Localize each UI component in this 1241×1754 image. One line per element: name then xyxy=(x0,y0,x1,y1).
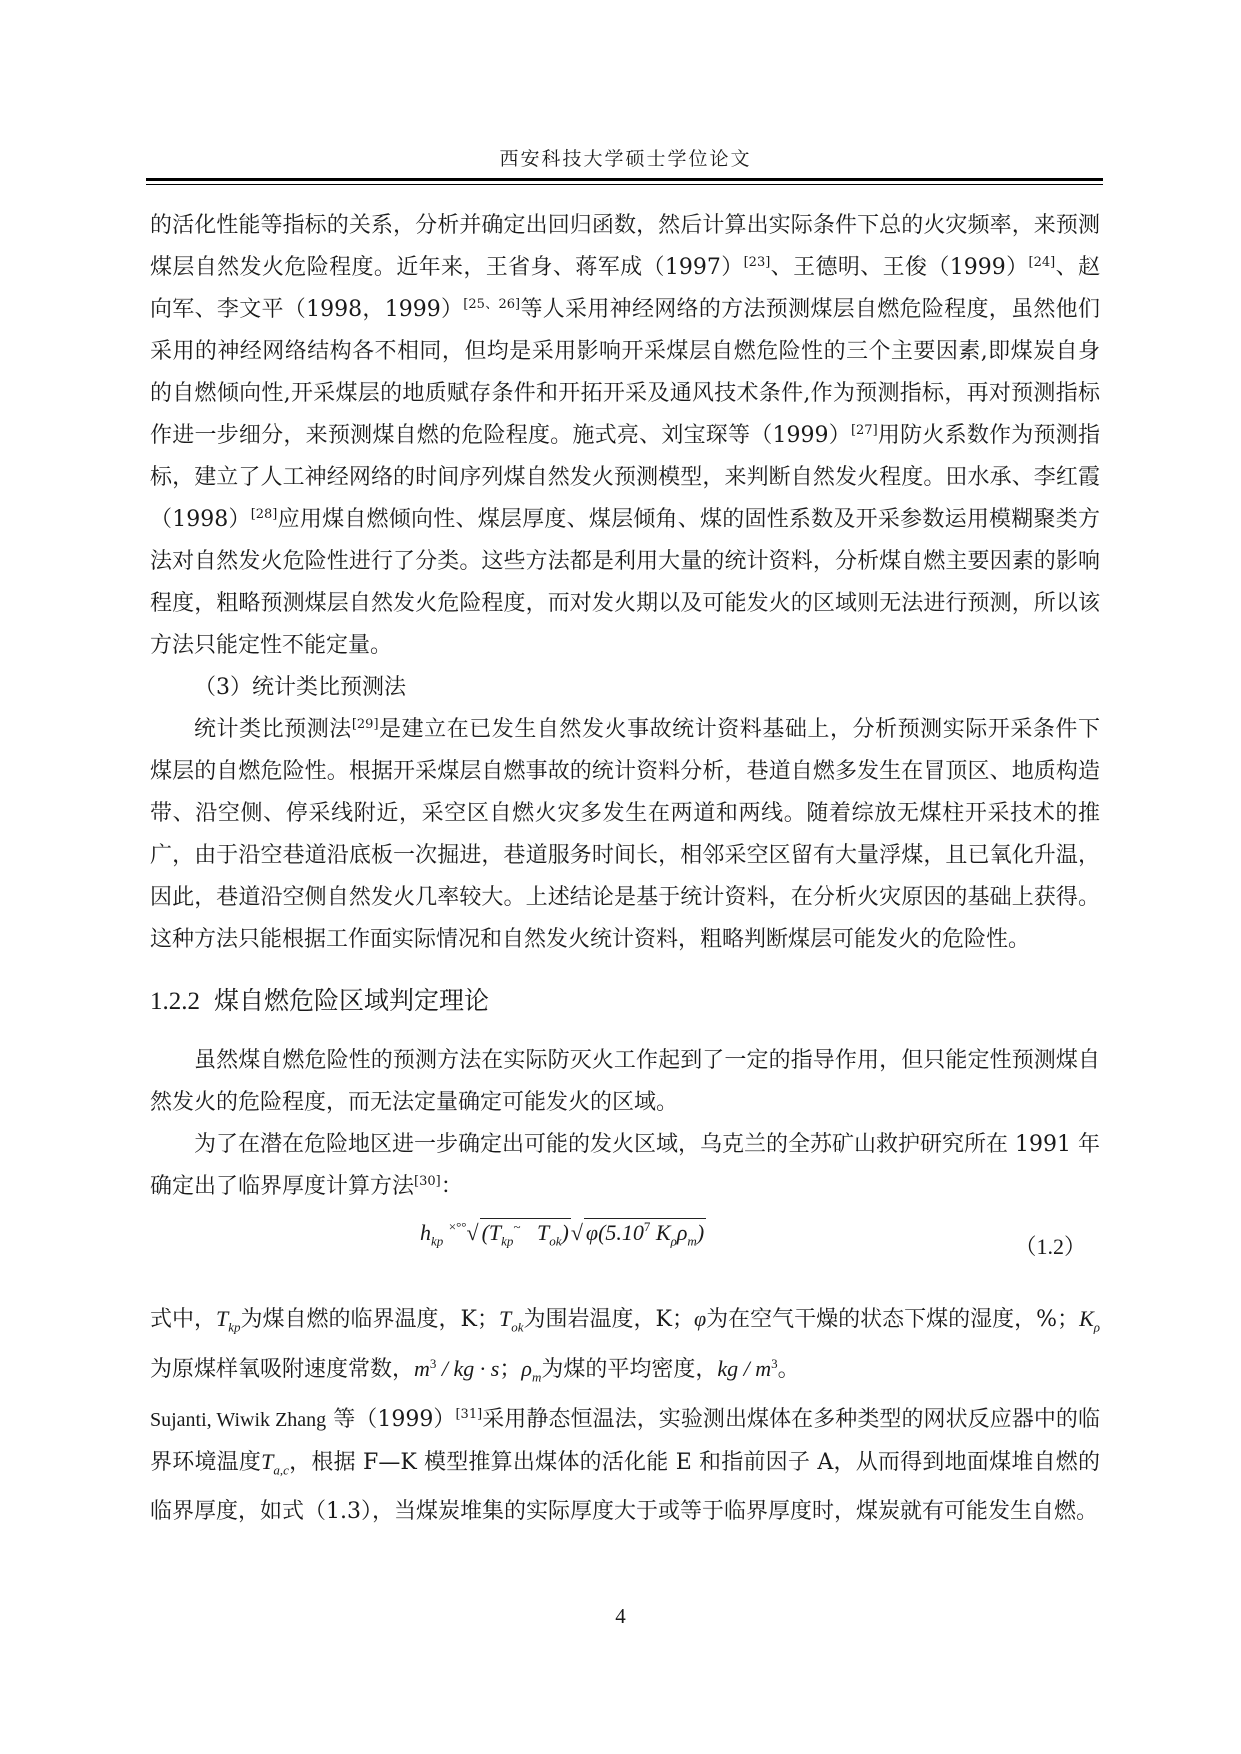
running-header: 西安科技大学硕士学位论文 xyxy=(499,148,752,170)
paragraph xyxy=(150,205,1100,667)
eq-symbol: K xyxy=(655,1220,671,1245)
var-subscript: a,c xyxy=(273,1462,289,1478)
unit-expression xyxy=(414,1356,499,1381)
eq-subscript: kp xyxy=(501,1233,514,1249)
var-subscript: ρ xyxy=(1093,1319,1101,1335)
eq-subscript: ρ xyxy=(670,1233,677,1249)
paragraph-text: 为了在潜在危险地区进一步确定出可能的发火区域，乌克兰的全苏矿山救护研究所在 1991 年确定出了临界厚度计算方法 xyxy=(150,1132,1100,1199)
paragraph-text: 的活化性能等指标的关系，分析并确定出回归函数，然后计算出实际条件下总的火灾频率，来预测煤层自然发火危险程度。近年来，王省身、蒋军成（1997） xyxy=(150,213,1100,280)
body-text xyxy=(150,205,1100,1533)
author-names: Sujanti, Wiwik Zhang xyxy=(150,1408,327,1431)
eq-operator: ×°° xyxy=(448,1219,467,1234)
sqrt-sign: √ xyxy=(466,1220,479,1245)
paragraph-text: 统计类比预测法 xyxy=(194,717,352,742)
eq-symbol: ρ xyxy=(676,1220,688,1245)
unit-symbol: / kg · s xyxy=(436,1356,500,1382)
var-subscript: kp xyxy=(228,1319,241,1335)
paragraph-text: 等（1999） xyxy=(326,1406,456,1432)
equation-number: （1.2） xyxy=(1014,1234,1086,1259)
math-variable xyxy=(499,1306,524,1335)
equation xyxy=(420,1218,706,1249)
page-number: 4 xyxy=(615,1604,626,1628)
var-symbol: K xyxy=(1079,1306,1094,1331)
section-heading xyxy=(150,981,1100,1022)
var-subscript: m xyxy=(531,1369,542,1385)
paragraph-text: 采用静态恒温法，实验测出煤体在多种类型的网状反应器中的临界环境温度 xyxy=(150,1406,1100,1475)
unit-superscript: 3 xyxy=(771,1356,778,1372)
var-symbol: T xyxy=(499,1306,512,1331)
citation: [27] xyxy=(850,423,878,438)
section-number: 1.2.2 xyxy=(150,988,200,1015)
unit-symbol: kg / m xyxy=(717,1356,772,1382)
paragraph-text: 为在空气干燥的状态下煤的湿度，%； xyxy=(706,1307,1080,1332)
citation: [29] xyxy=(351,717,379,732)
math-variable xyxy=(261,1448,289,1478)
citation: [31] xyxy=(455,1406,483,1422)
paragraph-text: 式中， xyxy=(150,1307,217,1332)
paragraph xyxy=(150,1298,1100,1399)
citation: [23] xyxy=(743,255,771,270)
math-variable xyxy=(216,1306,241,1335)
citation: [28] xyxy=(250,507,278,522)
var-symbol: T xyxy=(216,1306,229,1331)
math-variable xyxy=(521,1356,542,1385)
eq-symbol: (T xyxy=(481,1220,502,1245)
eq-subscript: m xyxy=(687,1233,697,1249)
math-variable xyxy=(1079,1306,1101,1335)
section-title: 煤自燃危险区域判定理论 xyxy=(214,986,490,1015)
paragraph-text: ； xyxy=(499,1357,522,1383)
citation: [30] xyxy=(414,1174,441,1189)
paragraph-text: 为原煤样氧吸附速度常数， xyxy=(150,1357,415,1383)
paragraph xyxy=(150,1124,1100,1208)
paragraph-text: ，根据 F—K 模型推算出煤体的活化能 E 和指前因子 A，从而得到地面煤堆自燃的临界厚度，如式（1.3），当煤炭堆集的实际厚度大于或等于临界厚度时，煤炭就有可能发生自燃。 xyxy=(150,1449,1100,1525)
var-symbol: T xyxy=(261,1448,274,1474)
paragraph xyxy=(150,709,1100,961)
eq-symbol: h xyxy=(420,1220,431,1245)
eq-symbol: ) xyxy=(696,1220,705,1245)
eq-operator: ~ xyxy=(513,1219,521,1234)
subheading: （3）统计类比预测法 xyxy=(194,675,406,700)
header-rule-thin xyxy=(146,184,1103,185)
sqrt-radicand xyxy=(584,1218,706,1249)
paragraph-text: 为煤自燃的临界温度，K； xyxy=(240,1307,499,1332)
eq-superscript: 7 xyxy=(643,1219,651,1234)
paragraph-text: ： xyxy=(440,1174,463,1199)
unit-symbol: m xyxy=(414,1356,430,1382)
paragraph-text: 用防火系数作为预测指标，建立了人工神经网络的时间序列煤自然发火预测模型，来判断自然发火程度。田水承、李红霞（1998） xyxy=(150,423,1100,532)
paragraph-text: 。 xyxy=(777,1357,800,1383)
paragraph: 虽然煤自燃危险性的预测方法在实际防灭火工作起到了一定的指导作用，但只能定性预测煤自然发火的危险程度，而无法定量确定可能发火的区域。 xyxy=(150,1048,1100,1115)
eq-symbol: T xyxy=(536,1220,550,1245)
math-variable: φ xyxy=(693,1306,707,1331)
citation: [25、26] xyxy=(463,297,521,312)
eq-symbol: ) xyxy=(561,1220,569,1245)
paragraph-text: 、王德明、王俊（1999） xyxy=(770,255,1029,280)
var-subscript: ok xyxy=(511,1319,524,1335)
paragraph-text: 为煤的平均密度， xyxy=(541,1357,718,1383)
paragraph-text: 是建立在已发生自然发火事故统计资料基础上，分析预测实际开采条件下煤层的自燃危险性。根据开采煤层自燃事故的统计资料分析，巷道自燃多发生在冒顶区、地质构造带、沿空侧、停采线附近，采空区自燃火灾多发生在两道和两线。随着综放无煤柱开采技术的推广，由于沿空巷道沿底板一次掘进，巷道服务时间长，相邻采空区留有大量浮煤，且已氧化升温，因此，巷道沿空侧自然发火几率较大。上述结论是基于统计资料，在分析火灾原因的基础上获得。这种方法只能根据工作面实际情况和自然发火统计资料，粗略判断煤层可能发火的危险性。 xyxy=(150,717,1100,952)
citation: [24] xyxy=(1028,255,1056,270)
var-symbol: ρ xyxy=(521,1356,532,1382)
paragraph xyxy=(150,1399,1100,1533)
equation-row xyxy=(150,1216,1100,1292)
paragraph-text: 为围岩温度，K； xyxy=(523,1307,694,1332)
eq-subscript: ok xyxy=(549,1233,562,1249)
eq-subscript: kp xyxy=(431,1233,444,1249)
sqrt-sign: √ xyxy=(570,1220,583,1245)
unit-expression xyxy=(717,1356,777,1381)
unit-superscript: 3 xyxy=(429,1356,437,1372)
eq-symbol: φ(5.10 xyxy=(585,1220,644,1245)
paragraph-text: 、赵向军、李文平（1998，1999） xyxy=(150,255,1100,322)
paragraph-text: 等人采用神经网络的方法预测煤层自燃危险程度，虽然他们采用的神经网络结构各不相同，但均是采用影响开采煤层自燃危险性的三个主要因素,即煤炭自身的自燃倾向性,开采煤层的地质赋存条件和开拓开采及通风技术条件,作为预测指标，再对预测指标作进一步细分，来预测煤自燃的危险程度。施式亮、刘宝琛等（1999） xyxy=(150,297,1100,448)
paragraph-text: 应用煤自燃倾向性、煤层厚度、煤层倾角、煤的固性系数及开采参数运用模糊聚类方法对自然发火危险性进行了分类。这些方法都是利用大量的统计资料，分析煤自燃主要因素的影响程度，粗略预测煤层自然发火危险程度，而对发火期以及可能发火的区域则无法进行预测，所以该方法只能定性不能定量。 xyxy=(150,507,1100,658)
sqrt-radicand xyxy=(480,1218,571,1249)
header-rule-thick xyxy=(146,178,1103,181)
